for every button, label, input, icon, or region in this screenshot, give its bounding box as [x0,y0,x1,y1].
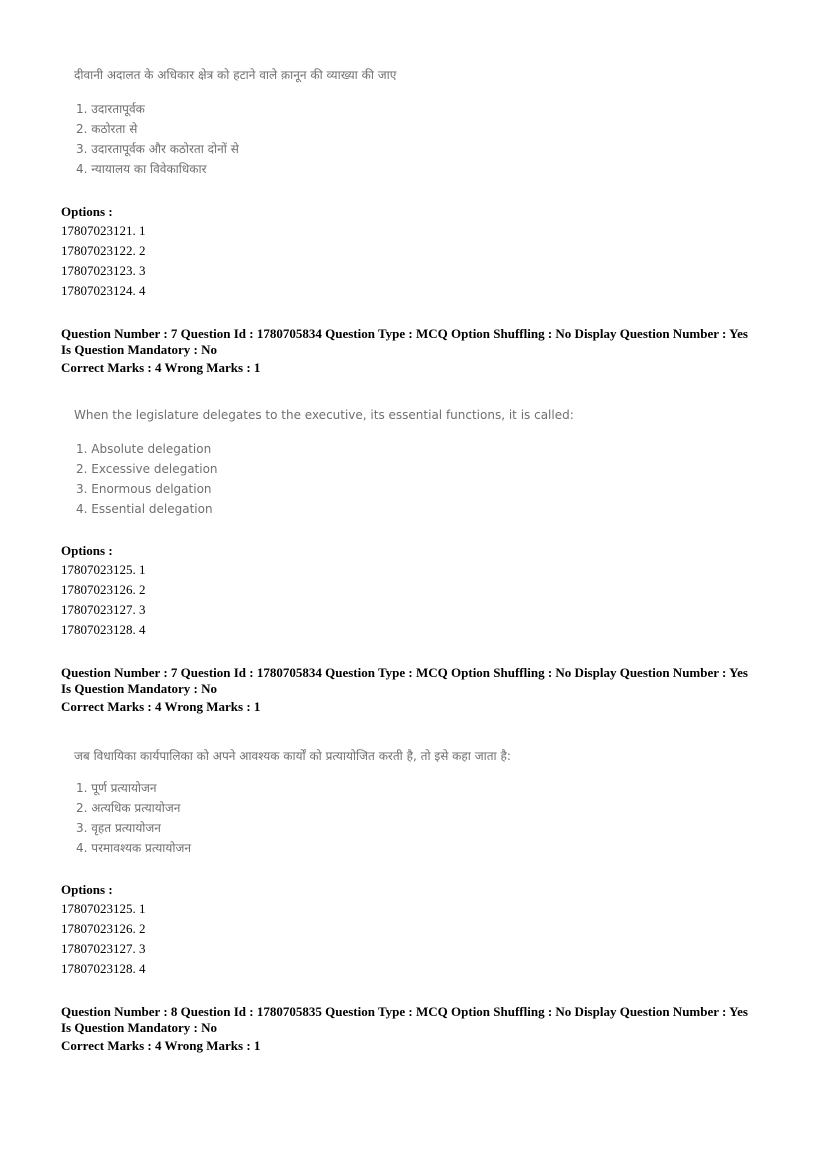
option-id: 17807023123. 3 [61,263,146,278]
question-meta-line: Question Number : 7 Question Id : 1780705834 Question Type : MCQ Option Shuffling : No Display Question Number : Yes [61,665,748,680]
question-option: 4. न्यायालय का विवेकाधिकार [76,162,207,176]
question-option: 3. वृहत प्रत्यायोजन [76,821,161,835]
question-option: 1. Absolute delegation [76,442,212,456]
question-meta-line: Correct Marks : 4 Wrong Marks : 1 [61,360,261,375]
question-image [62,62,482,187]
option-id: 17807023128. 4 [61,622,146,637]
question-text: When the legislature delegates to the executive, its essential functions, it is called: [74,408,574,422]
question-image [62,741,622,866]
options-label: Options : [61,204,113,219]
options-label: Options : [61,543,113,558]
option-id: 17807023122. 2 [61,243,146,258]
question-text: दीवानी अदालत के अधिकार क्षेत्र को हटाने वाले क़ानून की व्याख्या की जाए [74,68,397,82]
question-option: 2. कठोरता से [76,122,138,136]
option-id: 17807023124. 4 [61,283,146,298]
option-id: 17807023126. 2 [61,582,146,597]
question-meta-line: Is Question Mandatory : No [61,681,218,696]
option-id: 17807023128. 4 [61,961,146,976]
question-option: 1. उदारतापूर्वक [76,102,145,116]
option-id: 17807023125. 1 [61,901,146,916]
question-meta-line: Correct Marks : 4 Wrong Marks : 1 [61,1038,261,1053]
question-meta-line: Question Number : 7 Question Id : 1780705834 Question Type : MCQ Option Shuffling : No Display Question Number : Yes [61,326,748,341]
question-meta-line: Is Question Mandatory : No [61,342,218,357]
question-option: 3. Enormous delgation [76,482,212,496]
question-option: 2. अत्यधिक प्रत्यायोजन [76,801,181,815]
question-option: 4. परमावश्यक प्रत्यायोजन [76,841,192,855]
question-text: जब विधायिका कार्यपालिका को अपने आवश्यक कार्यों को प्रत्यायोजित करती है, तो इसे कहा जाता है: [74,749,511,763]
question-option: 1. पूर्ण प्रत्यायोजन [76,781,157,795]
question-image [62,402,582,527]
options-label: Options : [61,882,113,897]
option-id: 17807023127. 3 [61,941,146,956]
option-id: 17807023125. 1 [61,562,146,577]
question-meta-line: Is Question Mandatory : No [61,1020,218,1035]
question-meta-line: Correct Marks : 4 Wrong Marks : 1 [61,699,261,714]
question-option: 3. उदारतापूर्वक और कठोरता दोनों से [76,142,239,156]
option-id: 17807023126. 2 [61,921,146,936]
option-id: 17807023127. 3 [61,602,146,617]
question-option: 2. Excessive delegation [76,462,218,476]
question-meta-line: Question Number : 8 Question Id : 1780705835 Question Type : MCQ Option Shuffling : No Display Question Number : Yes [61,1004,748,1019]
option-id: 17807023121. 1 [61,223,146,238]
question-option: 4. Essential delegation [76,502,213,516]
